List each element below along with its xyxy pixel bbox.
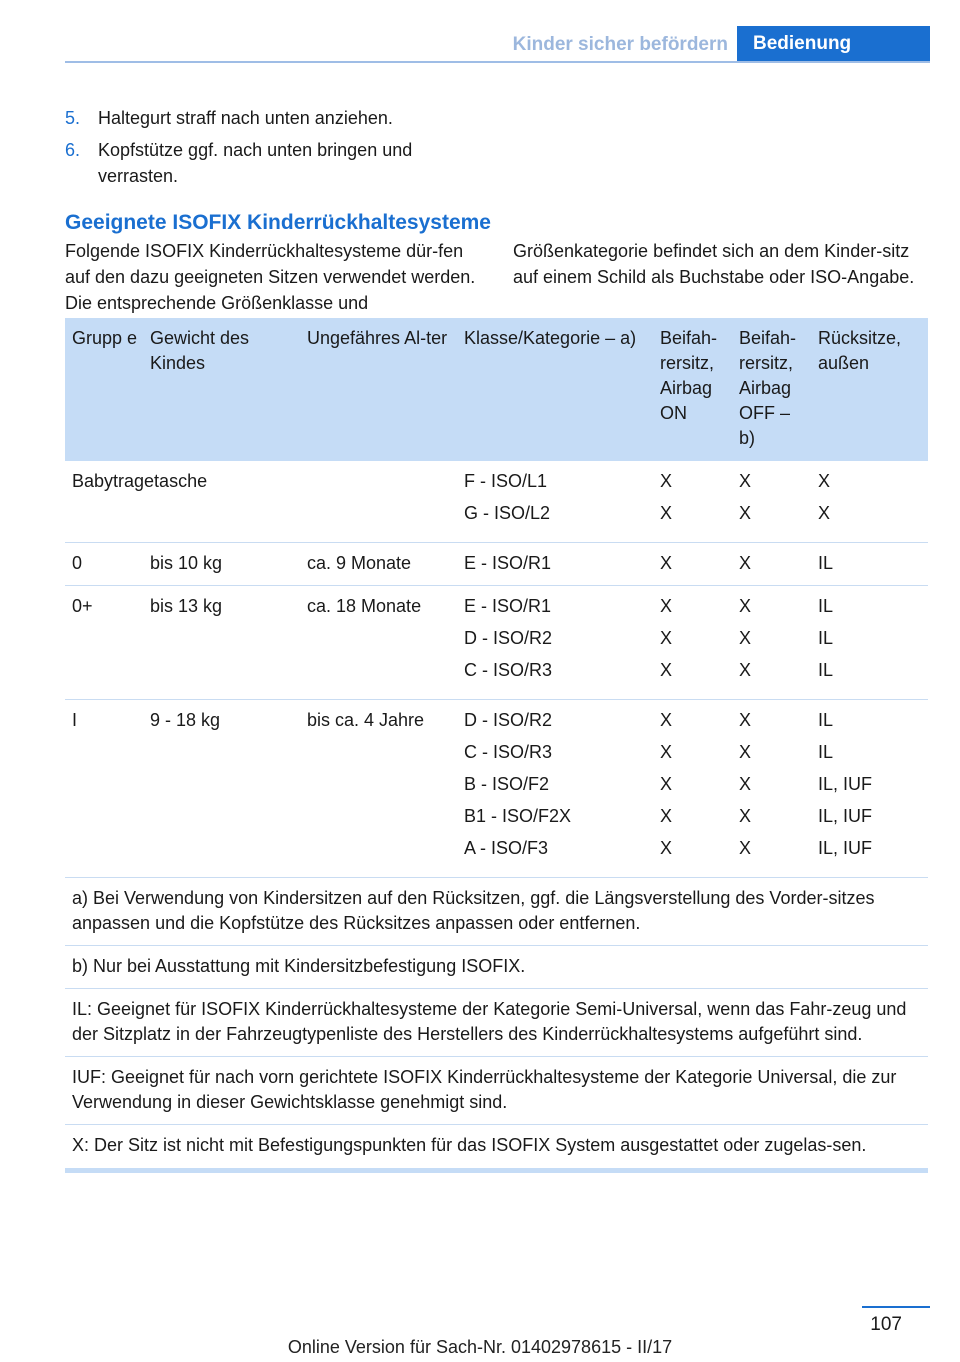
intro-text-right: Größenkategorie befindet sich an dem Kinder‐sitz auf einem Schild als Buchstabe oder ISO-Angabe. xyxy=(513,241,915,287)
cell-line: D - ISO/R2 xyxy=(464,628,553,648)
cell-line: X xyxy=(660,806,673,826)
cell-line: X xyxy=(660,710,673,730)
cell-line: X xyxy=(660,471,673,491)
list-item xyxy=(65,105,485,131)
cell-line: C - ISO/R3 xyxy=(464,742,553,762)
cell-airbag-on xyxy=(653,700,732,878)
table-note: b) Nur bei Ausstattung mit Kindersitzbefestigung ISOFIX. xyxy=(65,946,928,989)
cell-line: B - ISO/F2 xyxy=(464,774,550,794)
table-row xyxy=(65,586,928,700)
footer-text: Online Version für Sach-Nr. 01402978615 - II/17 xyxy=(287,1337,673,1357)
step-list xyxy=(65,105,485,195)
table-header-row xyxy=(65,318,928,461)
col-header-weight: Gewicht des Kindes xyxy=(143,318,300,461)
cell-line: X xyxy=(660,503,673,523)
table-row xyxy=(65,700,928,878)
cell-line: IL, IUF xyxy=(818,774,873,794)
page-number: 107 xyxy=(870,1314,902,1335)
table-row xyxy=(65,543,928,586)
table-note-row xyxy=(65,878,928,946)
cell-line: X xyxy=(739,710,752,730)
cell-line: X xyxy=(660,596,673,616)
cell-line: B1 - ISO/F2X xyxy=(464,806,572,826)
cell-line: E - ISO/R1 xyxy=(464,596,552,616)
cell-line: IL, IUF xyxy=(818,806,873,826)
cell-weight: bis 10 kg xyxy=(143,543,300,586)
cell-age: ca. 18 Monate xyxy=(300,586,457,700)
cell-group: I xyxy=(65,700,143,878)
cell-group: 0 xyxy=(65,543,143,586)
intro-text-left: Folgende ISOFIX Kinderrückhaltesysteme dür‐fen auf den dazu geeigneten Sitzen verwendet werden. Die entsprechende Größenklasse und xyxy=(65,241,476,313)
cell-airbag-off xyxy=(732,700,811,878)
col-header-airbag-off: Beifah‐rersitz, Airbag OFF – b) xyxy=(732,318,811,461)
table-note: IUF: Geeignet für nach vorn gerichtete ISOFIX Kinderrückhaltesysteme der Kategorie Universal, die zur Verwendung in dieser Gewichtsklasse genehmigt sind. xyxy=(65,1057,928,1125)
cell-rear: IL xyxy=(811,543,928,586)
cell-rear xyxy=(811,586,928,700)
cell-line: C - ISO/R3 xyxy=(464,660,553,680)
cell-airbag-on: X xyxy=(653,543,732,586)
cell-airbag-on xyxy=(653,461,732,543)
table-note-row xyxy=(65,946,928,989)
cell-line: X xyxy=(739,838,752,858)
table-note-row xyxy=(65,1125,928,1168)
col-header-rear: Rücksitze, außen xyxy=(811,318,928,461)
cell-rear xyxy=(811,700,928,878)
cell-line: X xyxy=(660,660,673,680)
page-number-rule xyxy=(862,1306,930,1308)
cell-weight: bis 13 kg xyxy=(143,586,300,700)
cell-weight: 9 - 18 kg xyxy=(143,700,300,878)
cell-class xyxy=(457,586,653,700)
cell-line: X xyxy=(739,503,752,523)
col-header-age: Ungefähres Al‐ter xyxy=(300,318,457,461)
col-header-group: Grupp e xyxy=(65,318,143,461)
header-rule xyxy=(65,61,930,63)
header-chapter-tab: Bedienung xyxy=(737,26,930,63)
cell-line: X xyxy=(739,596,752,616)
step-text: Haltegurt straff nach unten anziehen. xyxy=(98,108,393,128)
cell-rear xyxy=(811,461,928,543)
step-number: 5. xyxy=(65,108,81,128)
cell-line: X xyxy=(739,774,752,794)
cell-line: IL xyxy=(818,628,834,648)
table-note: IL: Geeignet für ISOFIX Kinderrückhaltesysteme der Kategorie Semi-Universal, wenn das Fahr‐zeug und der Sitzplatz in der Fahrzeugtypenliste des Herstellers des Kinderrückhaltesystems aufgeführt sind. xyxy=(65,989,928,1057)
cell-age: ca. 9 Monate xyxy=(300,543,457,586)
section-heading: Geeignete ISOFIX Kinderrückhaltesysteme xyxy=(65,211,491,234)
cell-line: IL xyxy=(818,742,834,762)
cell-line: A - ISO/F3 xyxy=(464,838,549,858)
table-note-row xyxy=(65,1057,928,1125)
step-number: 6. xyxy=(65,140,81,160)
cell-airbag-off: X xyxy=(732,543,811,586)
cell-age: bis ca. 4 Jahre xyxy=(300,700,457,878)
list-item xyxy=(65,137,485,189)
cell-line: X xyxy=(739,742,752,762)
cell-class xyxy=(457,461,653,543)
isofix-table xyxy=(65,318,928,1167)
cell-line: X xyxy=(739,806,752,826)
cell-group: 0+ xyxy=(65,586,143,700)
cell-line: D - ISO/R2 xyxy=(464,710,553,730)
cell-line: G - ISO/L2 xyxy=(464,503,551,523)
col-header-airbag-on: Beifah‐rersitz, Airbag ON xyxy=(653,318,732,461)
table-note: a) Bei Verwendung von Kindersitzen auf den Rücksitzen, ggf. die Längsverstellung des Vorder‐sitzes anpassen und die Kopfstütze des Rücksitzes anpassen oder entfernen. xyxy=(65,878,928,946)
cell-line: IL xyxy=(818,596,834,616)
step-text: Kopfstütze ggf. nach unten bringen und verrasten. xyxy=(98,140,413,186)
cell-line: F - ISO/L1 xyxy=(464,471,548,491)
cell-line: X xyxy=(818,503,831,523)
cell-airbag-off xyxy=(732,461,811,543)
cell-line: X xyxy=(739,471,752,491)
table-note-row xyxy=(65,989,928,1057)
cell-line: X xyxy=(660,774,673,794)
cell-line: X xyxy=(660,628,673,648)
cell-group: Babytragetasche xyxy=(65,461,457,543)
table-bottom-rule xyxy=(65,1168,928,1173)
cell-line: X xyxy=(660,838,673,858)
cell-class: E - ISO/R1 xyxy=(457,543,653,586)
cell-class xyxy=(457,700,653,878)
table-note: X: Der Sitz ist nicht mit Befestigungspunkten für das ISOFIX System ausgestattet oder zugelas‐sen. xyxy=(72,1135,867,1155)
cell-line: IL, IUF xyxy=(818,838,873,858)
col-header-class: Klasse/Kategorie – a) xyxy=(457,318,653,461)
cell-airbag-on xyxy=(653,586,732,700)
header-section-title: Kinder sicher befördern xyxy=(512,34,728,55)
cell-line: IL xyxy=(818,660,834,680)
cell-line: X xyxy=(739,660,752,680)
cell-airbag-off xyxy=(732,586,811,700)
cell-line: X xyxy=(660,742,673,762)
cell-line: X xyxy=(739,628,752,648)
cell-line: IL xyxy=(818,710,834,730)
table-row xyxy=(65,461,928,543)
cell-line: X xyxy=(818,471,831,491)
